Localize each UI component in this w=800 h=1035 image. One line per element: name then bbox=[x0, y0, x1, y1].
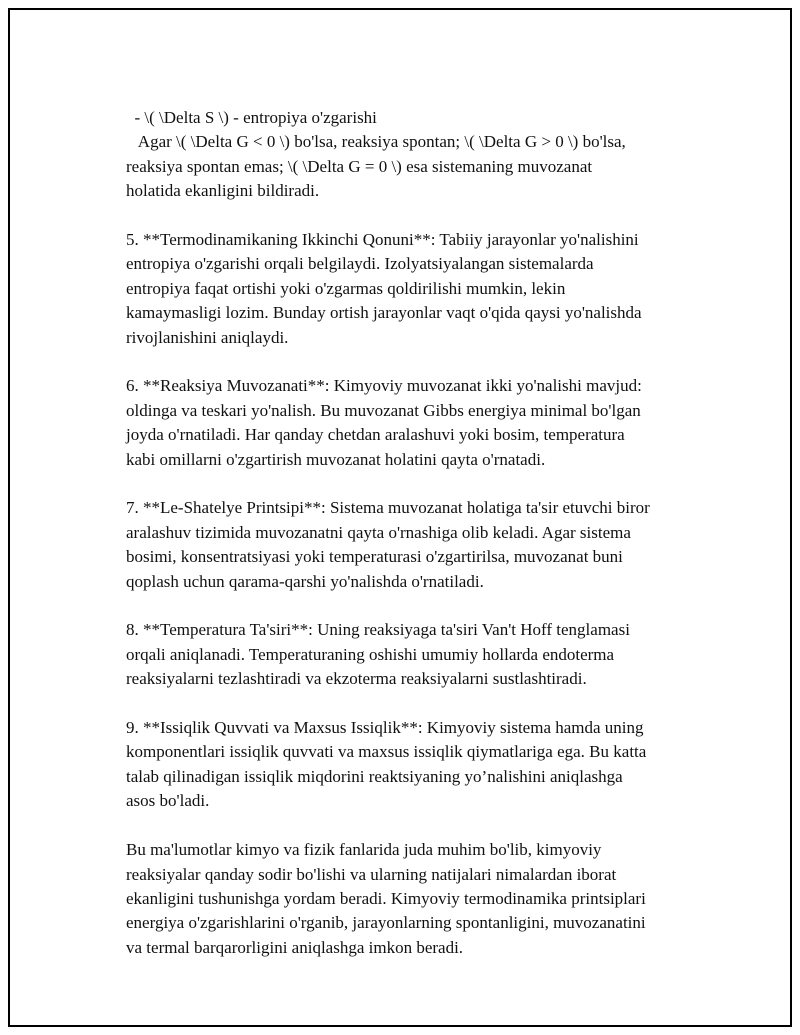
text-line: 8. **Temperatura Ta'siri**: Uning reaksiyaga ta'siri Van't Hoff tenglamasi bbox=[126, 620, 630, 640]
text-line: rivojlanishini aniqlaydi. bbox=[126, 327, 289, 347]
text-line: asos bo'ladi. bbox=[126, 791, 210, 811]
text-line: reaksiya spontan emas; \( \Delta G = 0 \) esa sistemaning muvozanat bbox=[126, 156, 593, 176]
text-line: kabi omillarni o'zgartirish muvozanat holatini qayta o'rnatadi. bbox=[126, 449, 546, 469]
text-line: ekanligini tushunishga yordam beradi. Kimyoviy termodinamika printsiplari bbox=[126, 888, 646, 908]
text-line: entropiya faqat ortishi yoki o'zgarmas qoldirilishi mumkin, lekin bbox=[126, 278, 566, 298]
text-line: holatida ekanligini bildiradi. bbox=[126, 181, 320, 201]
text-line: qoplash uchun qarama-qarshi yo'nalishda o'rnatiladi. bbox=[126, 571, 484, 591]
text-line: 5. **Termodinamikaning Ikkinchi Qonuni**: Tabiiy jarayonlar yo'nalishini bbox=[126, 230, 639, 250]
text-line: komponentlari issiqlik quvvati va maxsus issiqlik qiymatlariga ega. Bu katta bbox=[126, 742, 647, 762]
text-line: entropiya o'zgarishi orqali belgilaydi. Izolyatsiyalangan sistemalarda bbox=[126, 254, 594, 274]
paragraph-delta-g-criteria bbox=[126, 106, 716, 204]
text-line: va termal barqarorligini aniqlashga imkon beradi. bbox=[126, 937, 464, 957]
paragraph-second-law bbox=[126, 228, 716, 350]
text-line: joyda o'rnatiladi. Har qanday chetdan aralashuvi yoki bosim, temperatura bbox=[126, 425, 625, 445]
text-line: Agar \( \Delta G < 0 \) bo'lsa, reaksiya spontan; \( \Delta G > 0 \) bo'lsa, bbox=[126, 132, 626, 152]
text-line: energiya o'zgarishlarini o'rganib, jarayonlarning spontanligini, muvozanatini bbox=[126, 913, 646, 933]
page-frame bbox=[8, 8, 792, 1027]
document-body bbox=[126, 106, 716, 960]
paragraph-le-chatelier bbox=[126, 496, 716, 594]
text-line: - \( \Delta S \) - entropiya o'zgarishi bbox=[126, 108, 377, 127]
text-line: 6. **Reaksiya Muvozanati**: Kimyoviy muvozanat ikki yo'nalishi mavjud: bbox=[126, 376, 642, 396]
paragraph-heat-capacity bbox=[126, 716, 716, 814]
text-line: bosimi, konsentratsiyasi yoki temperaturasi o'zgartirilsa, muvozanat buni bbox=[126, 547, 623, 567]
text-line: Bu ma'lumotlar kimyo va fizik fanlarida juda muhim bo'lib, kimyoviy bbox=[126, 840, 602, 860]
text-line: 7. **Le-Shatelye Printsipi**: Sistema muvozanat holatiga ta'sir etuvchi biror bbox=[126, 498, 650, 518]
text-line: reaksiyalarni tezlashtiradi va ekzoterma reaksiyalarni sustlashtiradi. bbox=[126, 669, 587, 689]
text-line: oldinga va teskari yo'nalish. Bu muvozanat Gibbs energiya minimal bo'lgan bbox=[126, 400, 641, 420]
paragraph-conclusion bbox=[126, 838, 716, 960]
text-line: 9. **Issiqlik Quvvati va Maxsus Issiqlik**: Kimyoviy sistema hamda uning bbox=[126, 718, 644, 738]
text-line: reaksiyalar qanday sodir bo'lishi va ularning natijalari nimalardan iborat bbox=[126, 864, 617, 884]
paragraph-temperature-effect bbox=[126, 618, 716, 691]
text-line: aralashuv tizimida muvozanatni qayta o'rnashiga olib keladi. Agar sistema bbox=[126, 522, 631, 542]
paragraph-reaction-equilibrium bbox=[126, 374, 716, 472]
text-line: orqali aniqlanadi. Temperaturaning oshishi umumiy hollarda endoterma bbox=[126, 644, 615, 664]
text-line: talab qilinadigan issiqlik miqdorini reaktsiyaning yo’nalishini aniqlashga bbox=[126, 766, 623, 786]
text-line: kamaymasligi lozim. Bunday ortish jarayonlar vaqt o'qida qaysi yo'nalishda bbox=[126, 303, 642, 323]
